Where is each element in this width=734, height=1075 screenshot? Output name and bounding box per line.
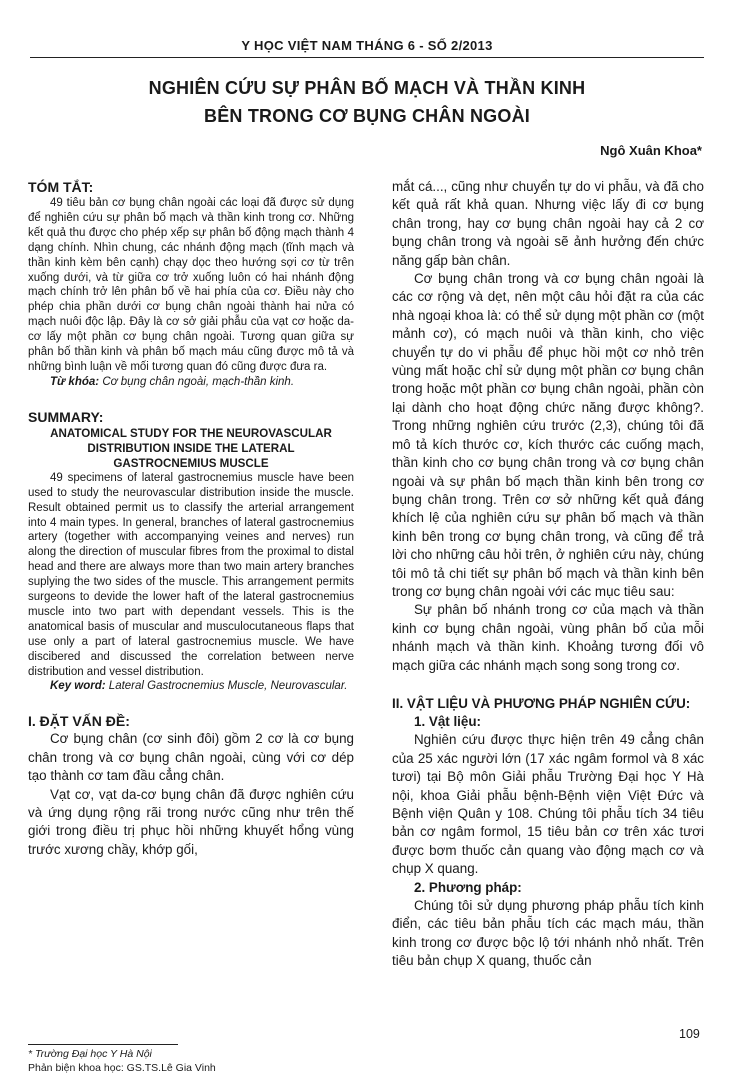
summary-title-line-2: DISTRIBUTION INSIDE THE LATERAL [87,441,295,455]
title-line-1: NGHIÊN CỨU SỰ PHÂN BỐ MẠCH VÀ THẦN KINH [148,78,586,98]
left-column [28,178,354,859]
keywords [28,375,354,390]
right-column [392,178,704,971]
section-2-heading: II. VẬT LIỆU VÀ PHƯƠNG PHÁP NGHIÊN CỨU: [392,695,691,711]
summary-title-line-1: ANATOMICAL STUDY FOR THE NEUROVASCULAR [50,426,332,440]
footnote-rule [28,1044,178,1045]
keywords-text: Cơ bụng chân ngoài, mạch-thần kinh. [102,375,295,388]
summary-text: 49 specimens of lateral gastrocnemius muscle have been used to study the neurovascular distribution inside the muscle. Result obtained permit us to classify the arterial arrangement into 4 main types. In general, branches of lateral gastrocnemius artery (together with accompanying veines and nerves) run along the direction of muscular fibres from the proximal to distal head and there are always more than two main artery branches suplying the two sides of the muscle. This arrangement permits surgeons to devide the lower haft of the lateral gastrocnemius muscle into two part with dependant vessels. This is the anatomical basis of muscular and musculocutaneous flaps that use only a part of lateral gastrocnemius muscle. We have discibered and discussed the correlation between nerve distribution and vessel distribution. [28,471,354,678]
right-paragraph-2: Cơ bụng chân trong và cơ bụng chân ngoài là các cơ rộng và dẹt, nên một câu hỏi đặt ra của các nhà ngoại khoa là: có thể sử dụng một phần cơ (một mảnh cơ), có mạch nuôi và thần kinh, cho việc chuyển tự do vi phẫu để phục hồi một cơ nhỏ trên vùng mất hoặc chỉ sử dụng một phần cơ bụng chân trong hoặc một phần cơ bụng chân ngoài, phần còn lại dành cho hoạt động chức năng được không?. Trong những nghiên cứu trước (2,3), chúng tôi đã mô tả kích thước cơ, kích thước các cuống mạch, thần kinh cho cơ bụng chân trong và cơ bụng chân ngoài và sự phân bố mạch thần kinh bên trong cơ bụng chân trong. Trên cơ sở những kết quả đáng khích lệ của nghiên cứu sự phân bố mạch và thần kinh bên trong cơ bụng chân trong, và cũng để trả lời cho những câu hỏi trên, ở nghiên cứu này, chúng tôi mô tả chi tiết sự phân bố mạch và thần kinh bên trong cơ bụng chân ngoài với các mục tiêu sau: [392,271,704,599]
subsection-2-text: Chúng tôi sử dụng phương pháp phẫu tích kinh điển, các tiêu bản phẫu tích các mạch máu, thần kinh trong cơ được bộc lộ tới nhánh nhỏ nhất. Trên tiêu bản chụp X quang, thuốc cản [392,898,704,969]
footnote-reviewer: Phản biện khoa học: GS.TS.Lê Gia Vinh [28,1062,216,1074]
abstract-text: 49 tiêu bản cơ bụng chân ngoài các loại đã được sử dụng để nghiên cứu sự phân bố mạch và thần kinh trong cơ. Những kết quả thu được cho phép xếp sự phân bố động mạch thành 4 dạng chính. Nhìn chung, các nhánh động mạch (tĩnh mạch và thần kinh kèm bên cạnh) chạy dọc theo hướng sợi cơ từ trên xuống dưới, và từ giữa cơ trở xuống luôn có hai nhánh động mạch chính trở lên phân bố về hai phía của cơ. Điều này cho phép chia phần dưới cơ bụng chân ngoài thành hai nửa có mạch nuôi độc lập. Đây là cơ sở giải phẫu của vạt cơ hoặc da-cơ lấy một phần cơ bụng chân ngoài. Tương quan giữa sự phân bố thần kinh và phân bố mạch máu cũng được mô tả và những bình luận về mối tương quan đó cũng được đưa ra. [28,197,354,373]
header-rule [30,57,704,58]
key-word-label: Key word: [50,680,106,693]
subsection-1-text: Nghiên cứu được thực hiện trên 49 cẳng chân của 25 xác người lớn (17 xác ngâm formol và 8 xác tươi) tại Bộ môn Giải phẫu Trường Đại học Y Hà nội, khoa Giải phẫu bệnh-Bệnh viện Việt Đức và Bệnh viện Quân y 108. Chúng tôi phẫu tích 34 tiêu bản cơ ngâm formol, 15 tiêu bản cơ trên xác tươi được bơm thuốc cản quang vào động mạch cơ và chụp X quang. [392,732,704,877]
title-line-2: BÊN TRONG CƠ BỤNG CHÂN NGOÀI [204,106,530,126]
section-1-paragraph-2: Vạt cơ, vạt da-cơ bụng chân đã được nghiên cứu và ứng dụng rộng rãi trong nước cũng như trên thế giới trong điều trị phục hồi những khuyết hổng vùng trước xương chầy, khớp gối, [28,786,354,857]
page-number: 109 [679,1027,700,1041]
right-paragraph-3: Sự phân bố nhánh trong cơ của mạch và thần kinh cơ bụng chân ngoài, vùng phân bố của mỗi nhánh mạch và thần kinh. Khoảng tương đối vô mạch giữa các nhánh mạch song song trong cơ. [392,602,704,673]
subsection-1-heading: 1. Vật liệu: [414,713,481,729]
author-name: Ngô Xuân Khoa* [600,143,702,158]
section-1-heading: I. ĐẶT VẤN ĐỀ: [28,713,130,730]
abstract-heading: TÓM TẮT: [28,179,94,195]
journal-header: Y HỌC VIỆT NAM THÁNG 6 - SỐ 2/2013 [241,38,493,53]
summary-heading: SUMMARY: [28,408,104,425]
section-1-paragraph-1: Cơ bụng chân (cơ sinh đôi) gồm 2 cơ là cơ bụng chân trong và cơ bụng chân ngoài, cùng với cơ dép tạo thành cơ tam đầu cẳng chân. [28,731,354,784]
article-title [60,74,674,130]
summary-title-line-3: GASTROCNEMIUS MUSCLE [113,456,269,470]
key-word [28,679,354,694]
keywords-label: Từ khóa: [50,375,100,388]
footnote-affiliation: * Trường Đại học Y Hà Nội [28,1048,152,1060]
right-paragraph-1: mắt cá..., cũng như chuyển tự do vi phẫu, và đã cho kết quả rất khả quan. Nhưng việc lấy đi cơ bụng chân trong, hay cơ bụng chân ngoài hay cả 2 cơ bụng chân trong và ngoài sẽ ảnh hưởng đến chức năng gấp bàn chân. [392,179,704,268]
key-word-text: Lateral Gastrocnemius Muscle, Neurovascular. [108,680,348,693]
subsection-2-heading: 2. Phương pháp: [414,879,522,895]
